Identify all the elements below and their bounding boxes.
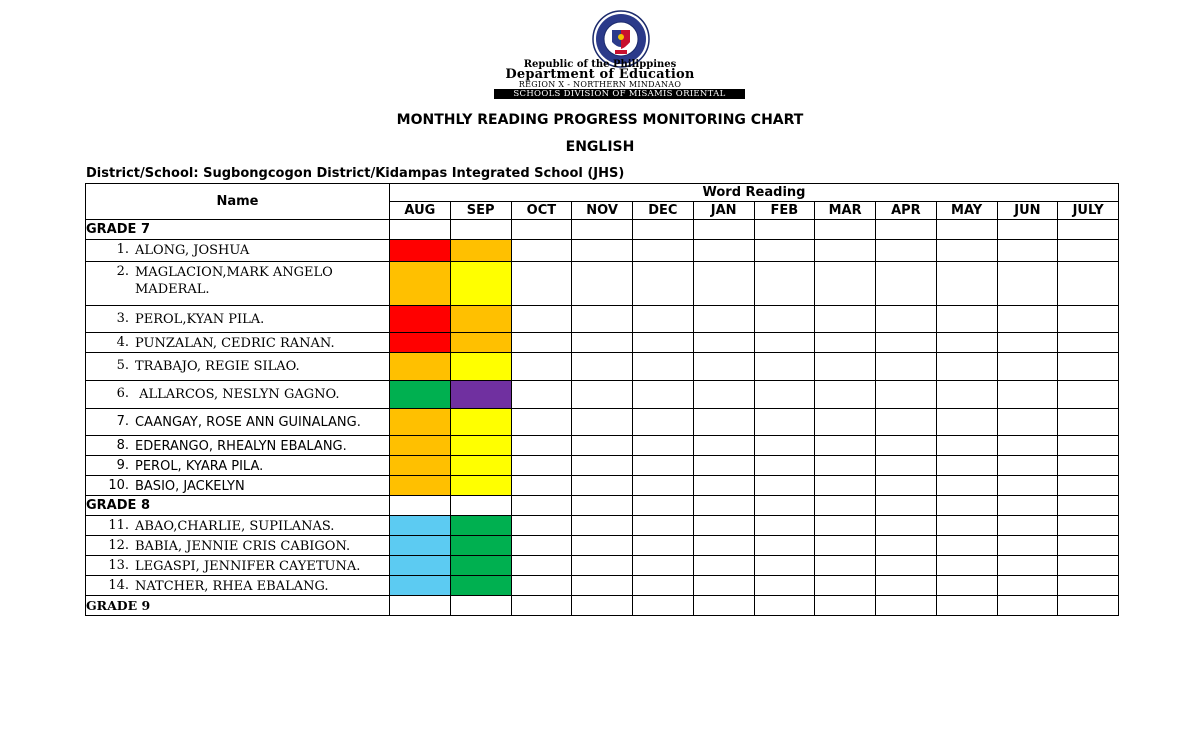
month-cell [633,536,694,556]
grade-row [86,496,1119,516]
month-header-aug: AUG [390,202,451,220]
month-cell [754,536,815,556]
student-name: CAANGAY, ROSE ANN GUINALANG. [135,415,361,430]
student-name: BABIA, JENNIE CRIS CABIGON. [135,539,351,554]
month-cell [633,353,694,381]
month-cell [511,240,572,262]
progress-cell-sep-green [450,576,511,596]
student-name-cell [86,436,390,456]
student-name: NATCHER, RHEA EBALANG. [135,579,329,594]
progress-cell-sep-orange [450,333,511,353]
month-cell [936,353,997,381]
student-name-cell [86,409,390,436]
month-cell [1058,240,1119,262]
republic-label: Republic of the Philippines [523,59,677,70]
month-cell [936,476,997,496]
month-cell [693,353,754,381]
progress-cell-aug-light-blue [390,536,451,556]
progress-cell-sep-yellow [450,409,511,436]
month-cell [876,596,937,616]
student-row [86,436,1119,456]
month-cell [876,576,937,596]
month-cell [693,240,754,262]
month-cell [693,556,754,576]
month-cell [1058,596,1119,616]
student-name: ALLARCOS, NESLYN GAGNO. [135,387,340,402]
student-name-cell [86,262,390,306]
student-name-cell [86,306,390,333]
grade-label: GRADE 9 [86,596,390,616]
month-cell [876,333,937,353]
month-cell [754,381,815,409]
month-cell [572,409,633,436]
progress-cell-aug-orange [390,436,451,456]
month-cell [572,262,633,306]
progress-cell-sep-orange [450,240,511,262]
student-name-cell [86,240,390,262]
month-cell [693,456,754,476]
progress-cell-aug-red [390,240,451,262]
progress-cell-sep-green [450,536,511,556]
month-cell [936,333,997,353]
month-cell [936,576,997,596]
grade-row [86,596,1119,616]
student-name-cell [86,536,390,556]
student-name: MAGLACION,MARK ANGELO MADERAL. [135,265,337,297]
month-cell [693,306,754,333]
month-cell [633,556,694,576]
student-number: 12. [108,538,129,553]
month-cell [876,536,937,556]
month-cell [633,306,694,333]
month-cell [572,596,633,616]
month-cell [997,496,1058,516]
month-cell [815,333,876,353]
student-row [86,306,1119,333]
month-cell [572,576,633,596]
month-cell [511,476,572,496]
month-cell [511,262,572,306]
month-cell [572,456,633,476]
month-cell [1058,333,1119,353]
department-label: Department of Education [505,67,695,82]
table-body [86,220,1119,616]
month-cell [997,333,1058,353]
student-name: LEGASPI, JENNIFER CAYETUNA. [135,559,361,574]
month-cell [997,596,1058,616]
month-cell [693,536,754,556]
student-number: 2. [116,264,129,279]
student-row [86,409,1119,436]
month-cell [936,596,997,616]
month-cell [754,496,815,516]
month-cell [754,333,815,353]
month-cell [997,409,1058,436]
month-cell [876,496,937,516]
month-cell [936,496,997,516]
student-row [86,262,1119,306]
student-number: 4. [116,335,129,350]
month-cell [633,516,694,536]
month-cell [633,333,694,353]
month-cell [693,516,754,536]
month-cell [936,536,997,556]
month-cell [633,381,694,409]
month-cell [815,381,876,409]
month-cell [511,353,572,381]
month-cell [572,536,633,556]
month-header-jun: JUN [997,202,1058,220]
month-header-oct: OCT [511,202,572,220]
student-row [86,576,1119,596]
month-cell [754,576,815,596]
month-cell [572,306,633,333]
header-row-group [86,184,1119,202]
month-cell [754,220,815,240]
month-cell [936,556,997,576]
student-name-cell [86,556,390,576]
month-cell [633,436,694,456]
subject-title: ENGLISH [565,139,635,155]
month-cell [572,333,633,353]
month-cell [572,220,633,240]
month-cell [633,409,694,436]
month-cell [511,381,572,409]
month-cell [693,409,754,436]
month-cell [633,220,694,240]
page-title: MONTHLY READING PROGRESS MONITORING CHART [396,112,804,128]
month-cell [572,381,633,409]
month-cell [997,306,1058,333]
month-cell [997,516,1058,536]
month-cell [693,220,754,240]
progress-cell-aug-orange [390,353,451,381]
month-cell [815,436,876,456]
month-cell [815,556,876,576]
month-cell [754,516,815,536]
month-cell [815,576,876,596]
month-cell [633,596,694,616]
month-cell [511,436,572,456]
month-cell [815,456,876,476]
month-cell [754,476,815,496]
word-reading-header: Word Reading [390,184,1119,202]
month-cell [997,476,1058,496]
month-cell [511,576,572,596]
month-cell [1058,306,1119,333]
progress-cell-aug-light-blue [390,576,451,596]
month-cell [815,516,876,536]
month-cell [693,262,754,306]
month-cell [997,381,1058,409]
progress-cell-aug-red [390,333,451,353]
month-cell [511,596,572,616]
grade-row [86,220,1119,240]
month-cell [1058,409,1119,436]
progress-cell-aug-orange [390,456,451,476]
month-cell [633,456,694,476]
month-cell [876,556,937,576]
name-column-header: Name [86,184,390,220]
month-cell [997,576,1058,596]
month-cell [936,516,997,536]
month-cell [1058,496,1119,516]
student-number: 7. [116,414,129,429]
student-row [86,456,1119,476]
student-row [86,240,1119,262]
student-name-cell [86,516,390,536]
month-header-mar: MAR [815,202,876,220]
student-row [86,353,1119,381]
division-banner: SCHOOLS DIVISION OF MISAMIS ORIENTAL [494,89,745,99]
month-cell [815,496,876,516]
month-cell [815,476,876,496]
student-number: 1. [116,242,129,257]
grade-label: GRADE 7 [86,220,390,240]
month-cell [876,220,937,240]
month-header-jan: JAN [693,202,754,220]
student-name-cell [86,456,390,476]
progress-cell-aug-green [390,381,451,409]
student-number: 10. [108,478,129,493]
month-cell [693,496,754,516]
student-name: PUNZALAN, CEDRIC RANAN. [135,336,335,351]
month-cell [997,353,1058,381]
student-number: 11. [108,518,129,533]
month-cell [693,381,754,409]
month-cell [997,240,1058,262]
student-name: PEROL,KYAN PILA. [135,312,265,327]
progress-cell-sep-yellow [450,456,511,476]
month-cell [754,240,815,262]
month-cell [511,516,572,536]
month-cell [511,306,572,333]
month-cell [390,596,451,616]
month-cell [572,496,633,516]
month-cell [1058,516,1119,536]
month-header-july: JULY [1058,202,1119,220]
month-cell [754,409,815,436]
student-row [86,476,1119,496]
grade-label: GRADE 8 [86,496,390,516]
month-cell [876,436,937,456]
month-cell [511,220,572,240]
student-name: PEROL, KYARA PILA. [135,459,264,474]
month-header-nov: NOV [572,202,633,220]
month-cell [876,516,937,536]
month-header-dec: DEC [633,202,694,220]
month-cell [572,353,633,381]
month-cell [633,262,694,306]
month-cell [936,436,997,456]
month-cell [572,476,633,496]
student-name: ABAO,CHARLIE, SUPILANAS. [135,519,335,534]
month-cell [936,240,997,262]
month-cell [1058,436,1119,456]
progress-cell-sep-yellow [450,476,511,496]
progress-cell-aug-orange [390,262,451,306]
month-cell [633,496,694,516]
month-cell [572,556,633,576]
month-cell [815,240,876,262]
month-cell [936,409,997,436]
month-cell [876,240,937,262]
month-cell [572,240,633,262]
month-cell [997,436,1058,456]
month-cell [693,576,754,596]
month-cell [815,220,876,240]
month-cell [997,456,1058,476]
month-cell [815,536,876,556]
month-cell [815,353,876,381]
student-name: BASIO, JACKELYN [135,479,245,494]
month-cell [633,576,694,596]
student-number: 8. [116,438,129,453]
month-cell [390,496,451,516]
month-cell [1058,220,1119,240]
student-number: 6. [116,386,129,401]
progress-cell-sep-orange [450,306,511,333]
month-header-feb: FEB [754,202,815,220]
month-cell [450,220,511,240]
month-cell [936,456,997,476]
month-cell [876,409,937,436]
month-cell [936,306,997,333]
progress-cell-aug-red [390,306,451,333]
student-row [86,381,1119,409]
month-cell [876,381,937,409]
region-label: REGION X - NORTHERN MINDANAO [518,80,682,89]
month-cell [936,381,997,409]
month-header-apr: APR [876,202,937,220]
month-cell [1058,381,1119,409]
month-cell [815,596,876,616]
month-cell [572,516,633,536]
student-number: 13. [108,558,129,573]
district-school-label: District/School: Sugbongcogon District/Kidampas Integrated School (JHS) [86,166,625,181]
student-number: 9. [116,458,129,473]
month-cell [936,262,997,306]
month-cell [876,306,937,333]
student-name: TRABAJO, REGIE SILAO. [135,359,300,374]
month-cell [876,262,937,306]
student-name-cell [86,476,390,496]
progress-cell-sep-yellow [450,262,511,306]
month-cell [815,262,876,306]
month-cell [1058,536,1119,556]
student-name-cell [86,381,390,409]
progress-cell-sep-green [450,516,511,536]
month-cell [754,556,815,576]
student-name-cell [86,576,390,596]
student-name-cell [86,333,390,353]
student-name: EDERANGO, RHEALYN EBALANG. [135,439,347,454]
month-cell [754,456,815,476]
progress-cell-aug-orange [390,476,451,496]
month-cell [572,436,633,456]
month-cell [511,536,572,556]
month-cell [511,333,572,353]
month-cell [876,476,937,496]
month-cell [511,456,572,476]
month-cell [997,536,1058,556]
month-cell [876,353,937,381]
month-cell [450,596,511,616]
progress-cell-sep-yellow [450,436,511,456]
month-cell [633,476,694,496]
month-cell [633,240,694,262]
month-header-may: MAY [936,202,997,220]
month-cell [511,496,572,516]
month-cell [693,333,754,353]
student-name-cell [86,353,390,381]
month-cell [1058,576,1119,596]
month-cell [754,262,815,306]
month-cell [936,220,997,240]
month-cell [997,262,1058,306]
student-row [86,556,1119,576]
progress-cell-aug-light-blue [390,556,451,576]
progress-cell-sep-green [450,556,511,576]
progress-cell-sep-yellow [450,353,511,381]
progress-cell-aug-orange [390,409,451,436]
month-cell [511,409,572,436]
student-row [86,536,1119,556]
month-cell [754,306,815,333]
month-cell [390,220,451,240]
month-cell [1058,262,1119,306]
month-cell [1058,456,1119,476]
month-cell [815,306,876,333]
month-cell [876,456,937,476]
month-cell [693,476,754,496]
student-row [86,516,1119,536]
month-header-sep: SEP [450,202,511,220]
month-cell [1058,353,1119,381]
student-row [86,333,1119,353]
student-name: ALONG, JOSHUA [135,243,250,258]
month-cell [754,596,815,616]
month-cell [1058,476,1119,496]
month-cell [754,353,815,381]
student-number: 14. [108,578,129,593]
progress-cell-sep-purple [450,381,511,409]
student-number: 3. [116,311,129,326]
reading-progress-table [85,183,1119,616]
month-cell [693,596,754,616]
progress-cell-aug-light-blue [390,516,451,536]
month-cell [511,556,572,576]
month-cell [1058,556,1119,576]
month-cell [997,220,1058,240]
month-cell [754,436,815,456]
month-cell [815,409,876,436]
student-number: 5. [116,358,129,373]
month-cell [693,436,754,456]
month-cell [450,496,511,516]
month-cell [997,556,1058,576]
